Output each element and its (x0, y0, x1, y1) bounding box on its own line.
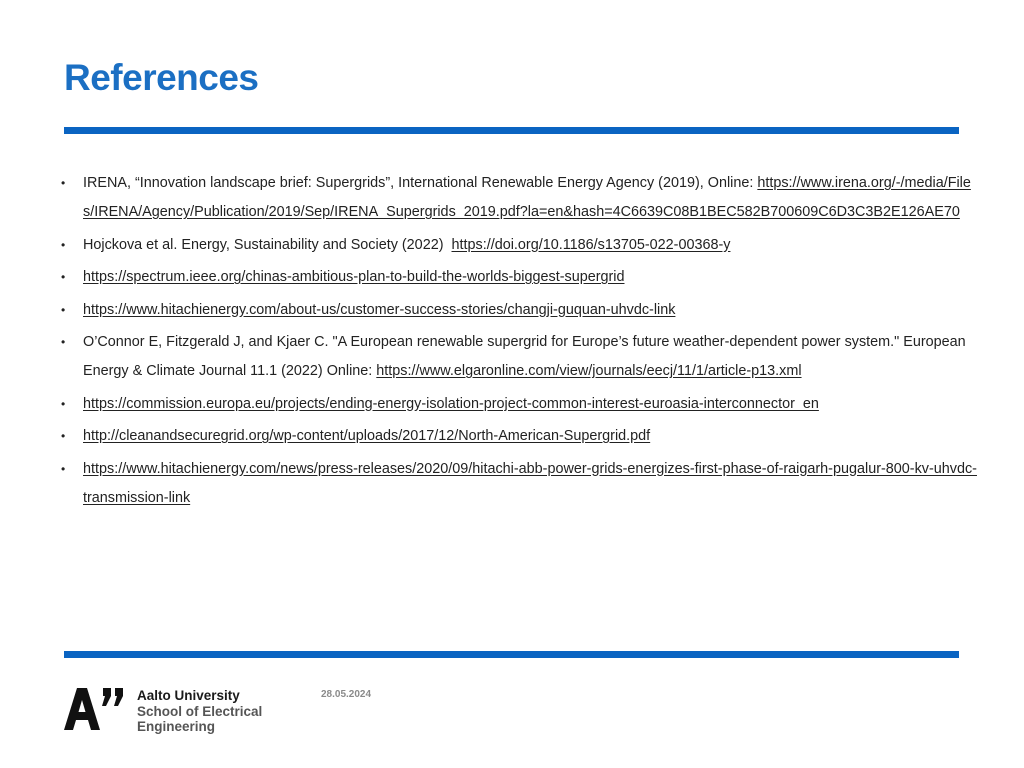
reference-link[interactable]: https://www.hitachienergy.com/news/press-releases/2020/09/hitachi-abb-power-grids-energizes-first-phase-of-raigarh-pugalur-800-kv-uhvdc-transmission-link (83, 460, 977, 506)
reference-item (58, 328, 978, 386)
reference-list (58, 169, 978, 516)
university-wordmark (137, 688, 262, 735)
bullet-icon: • (61, 237, 66, 252)
reference-link[interactable]: https://commission.europa.eu/projects/ending-energy-isolation-project-common-interest-euroasia-interconnector_en (83, 395, 819, 412)
bullet-icon: • (61, 302, 66, 317)
bullet-icon: • (61, 461, 66, 476)
page-title: References (64, 57, 259, 98)
reference-item (58, 231, 978, 260)
bullet-icon: • (61, 396, 66, 411)
bottom-divider (64, 651, 959, 658)
aalto-logo-icon (64, 686, 126, 732)
reference-link[interactable]: https://spectrum.ieee.org/chinas-ambitious-plan-to-build-the-worlds-biggest-supergrid (83, 269, 625, 285)
reference-link[interactable]: https://www.hitachienergy.com/about-us/customer-success-stories/changji-guquan-uhvdc-link (83, 301, 676, 318)
reference-link[interactable]: http://cleanandsecuregrid.org/wp-content/uploads/2017/12/North-American-Supergrid.pdf (83, 428, 651, 444)
reference-item (58, 169, 978, 227)
reference-text: O’Connor E, Fitzgerald J, and Kjaer C. "A European renewable supergrid for Europe’s future weather-dependent power system." European Energy & Climate Journal 11.1 (2022) Online: (83, 334, 966, 379)
reference-link[interactable]: https://www.elgaronline.com/view/journals/eecj/11/1/article-p13.xml (376, 363, 802, 379)
reference-link[interactable]: https://www.irena.org/-/media/Files/IRENA/Agency/Publication/2019/Sep/IRENA_Supergrids_2019.pdf?la=en&hash=4C6639C08B1BEC582B700609C6D3C3B2E126AE70 (83, 175, 971, 220)
university-name: Aalto University (137, 688, 240, 703)
bullet-icon: • (61, 335, 66, 349)
school-name-line-1: School of Electrical (137, 703, 263, 719)
reference-link[interactable]: https://doi.org/10.1186/s13705-022-00368-y (451, 236, 731, 253)
bullet-icon: • (61, 176, 66, 190)
reference-item (58, 422, 978, 451)
slide-date: 28.05.2024 (321, 689, 372, 700)
reference-item (58, 263, 978, 292)
bullet-icon: • (61, 270, 66, 284)
reference-text: IRENA, “Innovation landscape brief: Supergrids”, International Renewable Energy Agency (2019), Online: (83, 175, 758, 191)
bullet-icon: • (61, 429, 66, 443)
top-divider (64, 127, 959, 134)
school-name-line-2: Engineering (137, 719, 216, 734)
reference-text: Hojckova et al. Energy, Sustainability and Society (2022) (83, 236, 452, 253)
reference-item (58, 296, 978, 325)
reference-item (58, 390, 978, 419)
reference-item (58, 455, 978, 513)
